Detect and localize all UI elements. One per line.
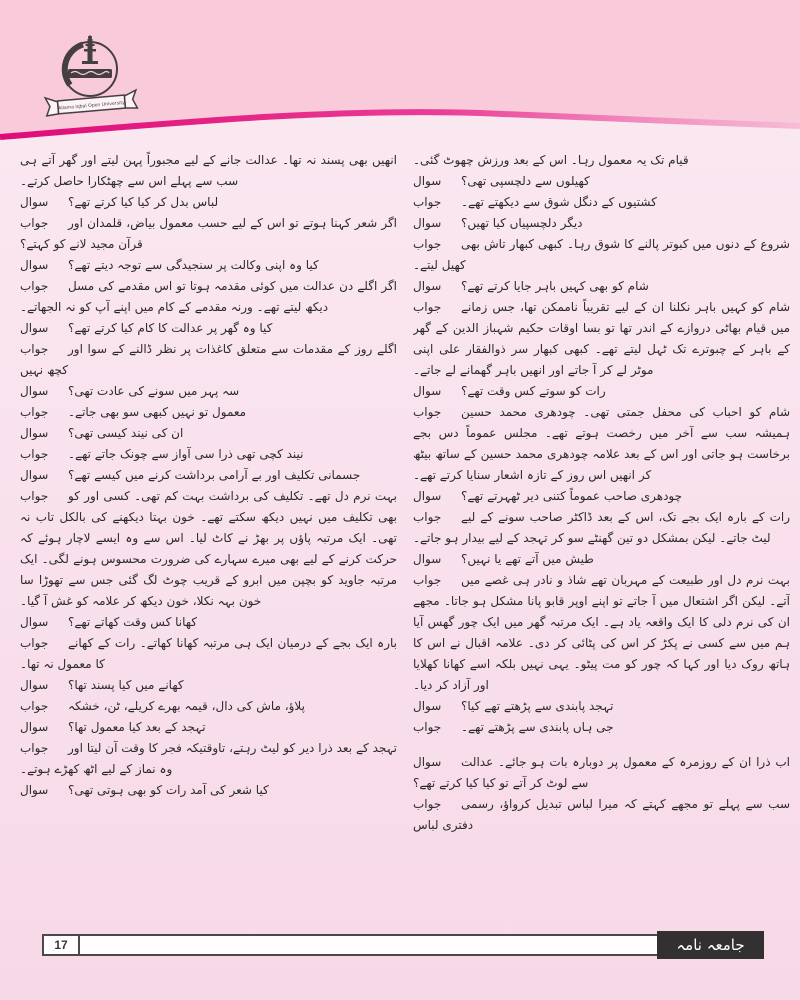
qa-text: شام کو بھی کہیں باہر جایا کرتے تھے؟ [461,279,649,293]
column-left [20,150,397,928]
qa-label: سوال [413,755,442,769]
qa-text: کیا وہ اپنی وکالت پر سنجیدگی سے توجہ دیتے تھے؟ [68,258,319,272]
qa-label: سوال [20,321,49,335]
qa-entry [20,696,397,717]
qa-label: جواب [413,237,442,251]
qa-text: نیند کچی تھی ذرا سی آواز سے چونک جاتے تھے۔ [68,447,304,461]
qa-entry [413,570,790,696]
qa-text: جسمانی تکلیف اور بے آرامی برداشت کرنے میں کیسے تھے؟ [68,468,361,482]
footer-rule [42,934,659,956]
continuation-paragraph [20,150,397,192]
qa-entry [413,213,790,234]
qa-text: اگر اگلے دن عدالت میں کوئی مقدمہ ہوتا تو اس مقدمے کی مسل دیکھ لیتے تھے۔ ورنہ مقدمے کے کام میں اپنے آپ کو نہ الجھاتے۔ [20,279,397,314]
journal-title: جامعہ نامہ [676,936,745,954]
qa-label: جواب [20,279,49,293]
qa-text: اب ذرا ان کے روزمرہ کے معمول پر دوبارہ بات ہو جائے۔ عدالت سے لوٹ کر آتے تو کیا کیا کرتے تھے؟ [413,755,790,790]
paragraph-text: انھیں بھی پسند نہ تھا۔ عدالت جانے کے لیے مجبوراً پہن لیتے اور گھر آتے ہی سب سے پہلے اس سے چھٹکارا حاصل کرتے۔ [20,153,397,188]
qa-text: شام کو کہیں باہر نکلنا ان کے لیے تقریباً ناممکن تھا، جس زمانے میں قیام بھاٹی دروازے کے اندر تھا تو بسا اوقات حکیم شہباز الدین کے گھر کے باہر کے چبوترے تک ٹہل لیتے تھے۔ کبھی کبھار سر ذوالفقار علی اپنی موٹر لے کر آ جاتے اور انھیں باہر گھمانے لے جاتے۔ [413,300,790,377]
qa-label: جواب [20,342,49,356]
qa-text: دیگر دلچسپیاں کیا تھیں؟ [461,216,583,230]
qa-entry [20,465,397,486]
qa-entry [20,255,397,276]
qa-entry [20,318,397,339]
qa-label: سوال [20,678,49,692]
qa-text: کھیلوں سے دلچسپی تھی؟ [461,174,590,188]
qa-label: سوال [413,489,442,503]
qa-entry [20,339,397,381]
qa-label: سوال [413,384,442,398]
qa-label: سوال [413,699,442,713]
qa-text: کیا وہ گھر پر عدالت کا کام کیا کرتے تھے؟ [68,321,273,335]
qa-text: سب سے پہلے تو مجھے کہتے کہ میرا لباس تبدیل کرواؤ، رسمی دفتری لباس [413,797,790,832]
qa-entry [413,486,790,507]
logo-banner [45,90,137,116]
continuation-paragraph [413,150,790,171]
qa-label: جواب [413,510,442,524]
qa-entry [20,486,397,612]
qa-entry [413,696,790,717]
qa-text: چودھری صاحب عموماً کتنی دیر ٹھہرتے تھے؟ [461,489,683,503]
qa-text: تہجد کے بعد ذرا دیر کو لیٹ رہتے، تاوقتیکہ فجر کا وقت آن لیتا اور وہ نماز کے لیے اٹھ کھڑے ہوتے۔ [20,741,397,776]
qa-label: سوال [413,216,442,230]
qa-text: لباس بدل کر کیا کیا کرتے تھے؟ [68,195,219,209]
qa-label: سوال [20,258,49,272]
qa-entry [413,297,790,381]
qa-entry [413,794,790,836]
qa-entry [20,213,397,255]
qa-text: شام کو احباب کی محفل جمتی تھی۔ چودھری محمد حسین ہمیشہ سب سے آخر میں رخصت ہوتے تھے۔ مجلس عموماً دس بجے برخاست ہو جاتی اور اس کے بعد علامہ چودھری محمد حسین کے ساتھ بیٹھ کر انھیں اس روز کے تازہ اشعار سنایا کرتے تھے۔ [413,405,790,482]
qa-entry [413,717,790,738]
qa-entry [20,381,397,402]
qa-text: پلاؤ، ماش کی دال، قیمہ بھرے کریلے، ٹن، خشکہ [68,699,305,713]
qa-entry [20,276,397,318]
qa-entry [20,612,397,633]
qa-label: جواب [20,741,49,755]
qa-entry [20,780,397,801]
logo-banner-text: Allama Iqbal Open University [58,100,126,112]
article-body [20,150,790,928]
qa-entry [413,402,790,486]
qa-entry [413,171,790,192]
qa-text: کھانا کس وقت کھاتے تھے؟ [68,615,198,629]
qa-entry [20,675,397,696]
qa-label: جواب [413,195,442,209]
qa-label: جواب [413,573,442,587]
qa-text: رات کو سوتے کس وقت تھے؟ [461,384,606,398]
qa-label: جواب [413,720,442,734]
qa-text: کھانے میں کیا پسند تھا؟ [68,678,184,692]
page-number-box [44,936,80,954]
qa-entry [20,738,397,780]
footer-bar [42,931,764,959]
qa-entry [20,633,397,675]
journal-title-box [657,931,764,959]
qa-entry [20,192,397,213]
qa-entry [413,276,790,297]
qa-text: اگر شعر کہنا ہوتے تو اس کے لیے حسب معمول بیاض، قلمدان اور قرآن مجید لانے کو کہتے؟ [20,216,397,251]
qa-entry [413,192,790,213]
paragraph-text: قیام تک یہ معمول رہا۔ اس کے بعد ورزش چھوٹ گئی۔ [413,153,689,167]
qa-label: جواب [413,797,442,811]
qa-label: جواب [20,699,49,713]
qa-entry [413,234,790,276]
qa-entry [20,444,397,465]
logo-seal-icon [40,33,143,121]
qa-entry [413,381,790,402]
qa-label: جواب [413,405,442,419]
qa-label: سوال [20,468,49,482]
qa-text: بہت نرم دل تھے۔ تکلیف کی برداشت بہت کم تھی۔ کسی اور کو بھی تکلیف میں نہیں دیکھ سکتے تھے۔ خون بہتا دیکھنے کی بالکل تاب نہ تھی۔ ایک مرتبہ پاؤں پر بھڑ نے کاٹ لیا۔ اس سے وہ ایسے لاچار ہوئے کہ حرکت کرنے کے لیے بھی میرے سہارے کی ضرورت محسوس ہونے لگی۔ ایک مرتبہ جاوید کو بچپن میں ابرو کے قریب چوٹ لگ گئی جس سے تھوڑا سا خون بہہ نکلا، خون دیکھ کر علامہ کو غش آ گیا۔ [20,489,397,608]
column-right [413,150,790,928]
qa-entry [413,549,790,570]
qa-text: بہت نرم دل اور طبیعت کے مہربان تھے شاذ و نادر ہی غصے میں آتے۔ لیکن اگر اشتعال میں آ جاتے تو اپنے اوپر قابو پانا مشکل ہو جاتا۔ مجھے ان کی نرم دلی کا ایک واقعہ یاد ہے۔ ایک مرتبہ گھر میں ایک چور گھس آیا ہم میں سے کسی نے پکڑ کر اس کی پٹائی کر دی۔ علامہ اقبال نے اس کا ہاتھ روک دیا اور کہا کہ چور کو مت پیٹو۔ یہی نہیں بلکہ اسے کھانا کھلایا اور آزاد کر دیا۔ [413,573,790,692]
qa-entry [413,507,790,549]
qa-label: سوال [20,384,49,398]
qa-text: رات کے بارہ ایک بجے تک، اس کے بعد ڈاکٹر صاحب سونے کے لیے لیٹ جاتے۔ لیکن بمشکل دو تین گھنٹے سو کر تہجد کے لیے بیدار ہو جاتے۔ [413,510,790,545]
qa-label: جواب [20,405,49,419]
qa-text: تہجد کے بعد کیا معمول تھا؟ [68,720,206,734]
qa-label: سوال [20,195,49,209]
qa-entry [20,717,397,738]
qa-label: سوال [20,783,49,797]
qa-label: سوال [413,552,442,566]
qa-text: سہ پہر میں سونے کی عادت تھی؟ [68,384,240,398]
qa-text: ان کی نیند کیسی تھی؟ [68,426,184,440]
qa-text: معمول تو نہیں کبھی سو بھی جاتے۔ [68,405,247,419]
qa-label: جواب [20,636,49,650]
qa-text: بارہ ایک بجے کے درمیان ایک ہی مرتبہ کھانا کھاتے۔ رات کے کھانے کا معمول نہ تھا۔ [20,636,397,671]
qa-label: سوال [20,720,49,734]
qa-text: جی ہاں پابندی سے پڑھتے تھے۔ [461,720,614,734]
qa-text: طیش میں آتے تھے یا نہیں؟ [461,552,594,566]
page-number: 17 [54,938,68,952]
qa-text: اگلے روز کے مقدمات سے متعلق کاغذات پر نظر ڈالنے کے سوا اور کچھ نہیں [20,342,397,377]
qa-text: تہجد پابندی سے پڑھتے تھے کیا؟ [461,699,614,713]
qa-label: جواب [413,300,442,314]
qa-label: سوال [20,426,49,440]
university-logo [40,33,143,121]
qa-label: سوال [413,174,442,188]
qa-label: جواب [20,489,49,503]
qa-text: کیا شعر کی آمد رات کو بھی ہوتی تھی؟ [68,783,269,797]
qa-label: جواب [20,216,49,230]
qa-entry [413,752,790,794]
qa-text: شروع کے دنوں میں کبوتر پالنے کا شوق رہا۔ کبھی کبھار تاش بھی کھیل لیتے۔ [413,237,790,272]
qa-label: سوال [413,279,442,293]
qa-entry [20,402,397,423]
qa-text: کشتیوں کے دنگل شوق سے دیکھتے تھے۔ [461,195,657,209]
qa-label: سوال [20,615,49,629]
qa-entry [20,423,397,444]
qa-label: جواب [20,447,49,461]
